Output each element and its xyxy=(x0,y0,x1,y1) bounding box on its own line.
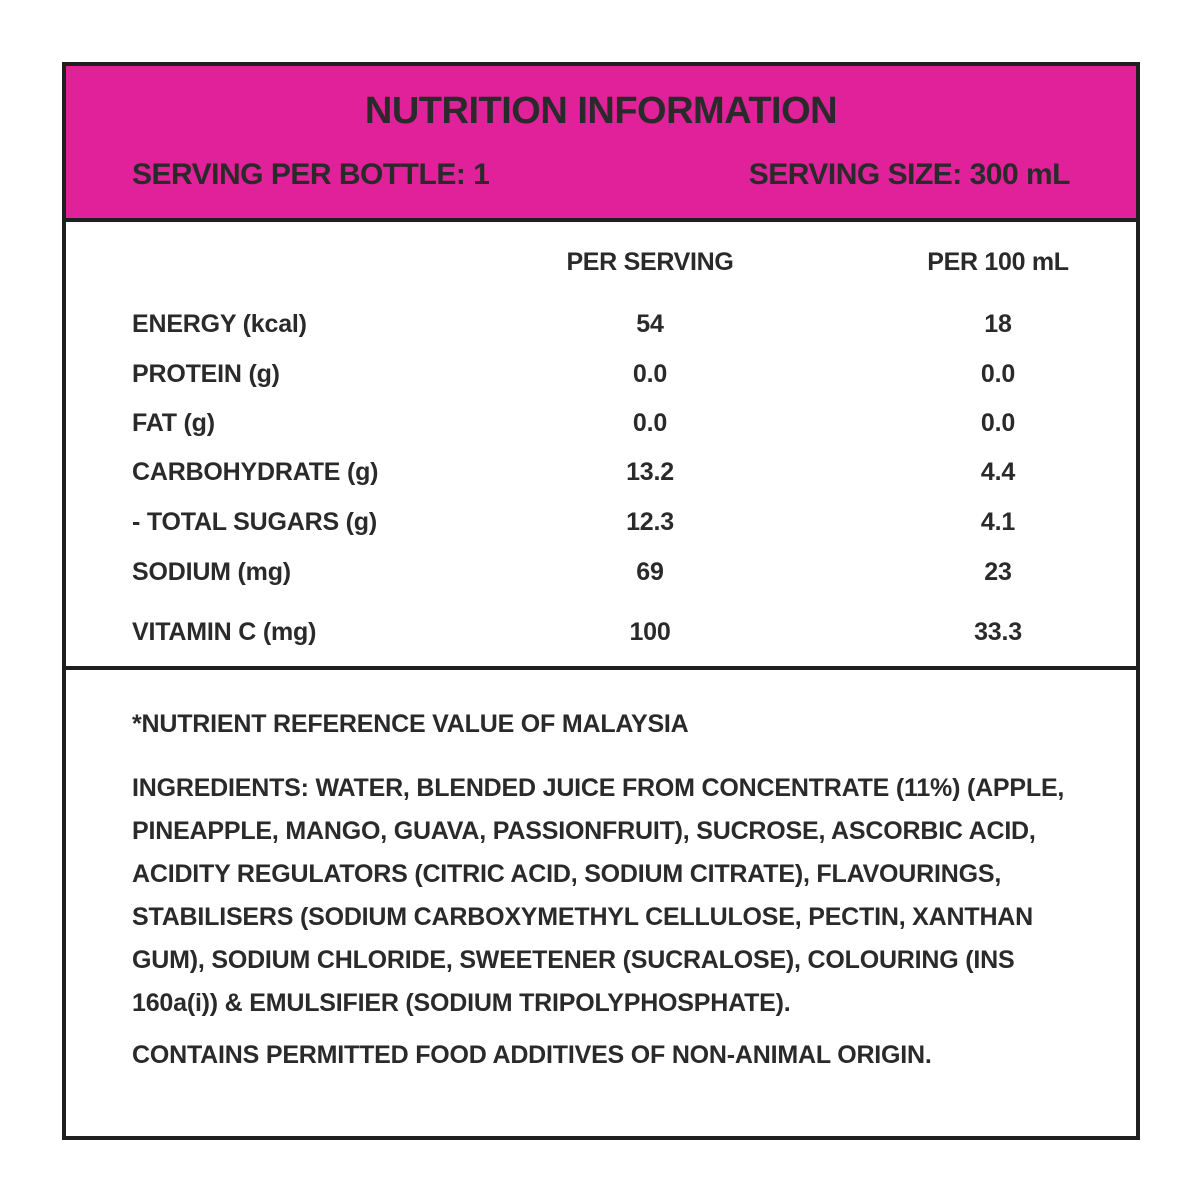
per-serving-value: 12.3 xyxy=(626,508,674,536)
table-row xyxy=(66,409,1136,449)
nutrient-label: VITAMIN C (mg) xyxy=(132,618,317,646)
notes-section xyxy=(132,710,1092,1070)
table-row xyxy=(66,558,1136,598)
nutrient-label: FAT (g) xyxy=(132,409,215,437)
table-row xyxy=(66,618,1136,658)
per-serving-value: 0.0 xyxy=(632,360,668,388)
nutrient-label: - TOTAL SUGARS (g) xyxy=(132,508,377,536)
column-header-per-100ml: PER 100 mL xyxy=(927,248,1069,276)
table-row xyxy=(66,310,1136,350)
serving-size: SERVING SIZE: 300 mL xyxy=(748,158,1070,191)
table-row xyxy=(66,458,1136,498)
per-100ml-value: 4.4 xyxy=(980,458,1016,486)
nutrition-title: NUTRITION INFORMATION xyxy=(364,90,838,132)
per-100ml-value: 33.3 xyxy=(974,618,1022,646)
nrv-note: *NUTRIENT REFERENCE VALUE OF MALAYSIA xyxy=(132,710,689,738)
serving-per-bottle: SERVING PER BOTTLE: 1 xyxy=(132,158,490,191)
per-serving-value: 13.2 xyxy=(626,458,674,486)
per-serving-value: 54 xyxy=(636,310,664,338)
per-100ml-value: 0.0 xyxy=(980,409,1016,437)
per-100ml-value: 0.0 xyxy=(980,360,1016,388)
per-serving-value: 69 xyxy=(636,558,664,586)
table-row xyxy=(66,508,1136,548)
nutrient-label: ENERGY (kcal) xyxy=(132,310,307,338)
per-100ml-value: 4.1 xyxy=(980,508,1016,536)
ingredients-text: INGREDIENTS: WATER, BLENDED JUICE FROM CONCENTRATE (11%) (APPLE, PINEAPPLE, MANGO, GUAVA, PASSIONFRUIT), SUCROSE, ASCORBIC ACID, ACIDITY REGULATORS (CITRIC ACID, SODIUM CITRATE), FLAVOURINGS, STABILISERS (SODIUM CARBOXYMETHYL CELLULOSE, PECTIN, XANTHAN GUM), SODIUM CHLORIDE, SWEETENER (SUCRALOSE), COLOURING (INS 160a(i)) & EMULSIFIER (SODIUM TRIPOLYPHOSPHATE). xyxy=(132,774,1065,1017)
nutrition-table xyxy=(66,222,1136,670)
nutrition-header xyxy=(66,66,1136,222)
column-header-per-serving: PER SERVING xyxy=(566,248,734,276)
per-serving-value: 100 xyxy=(629,618,671,646)
per-100ml-value: 18 xyxy=(984,310,1012,338)
table-row xyxy=(66,360,1136,400)
nutrient-label: PROTEIN (g) xyxy=(132,360,280,388)
additives-note: CONTAINS PERMITTED FOOD ADDITIVES OF NON-ANIMAL ORIGIN. xyxy=(132,1041,932,1069)
per-serving-value: 0.0 xyxy=(632,409,668,437)
nutrient-label: SODIUM (mg) xyxy=(132,558,291,586)
nutrient-label: CARBOHYDRATE (g) xyxy=(132,458,379,486)
per-100ml-value: 23 xyxy=(984,558,1012,586)
nutrition-label xyxy=(62,62,1140,1140)
